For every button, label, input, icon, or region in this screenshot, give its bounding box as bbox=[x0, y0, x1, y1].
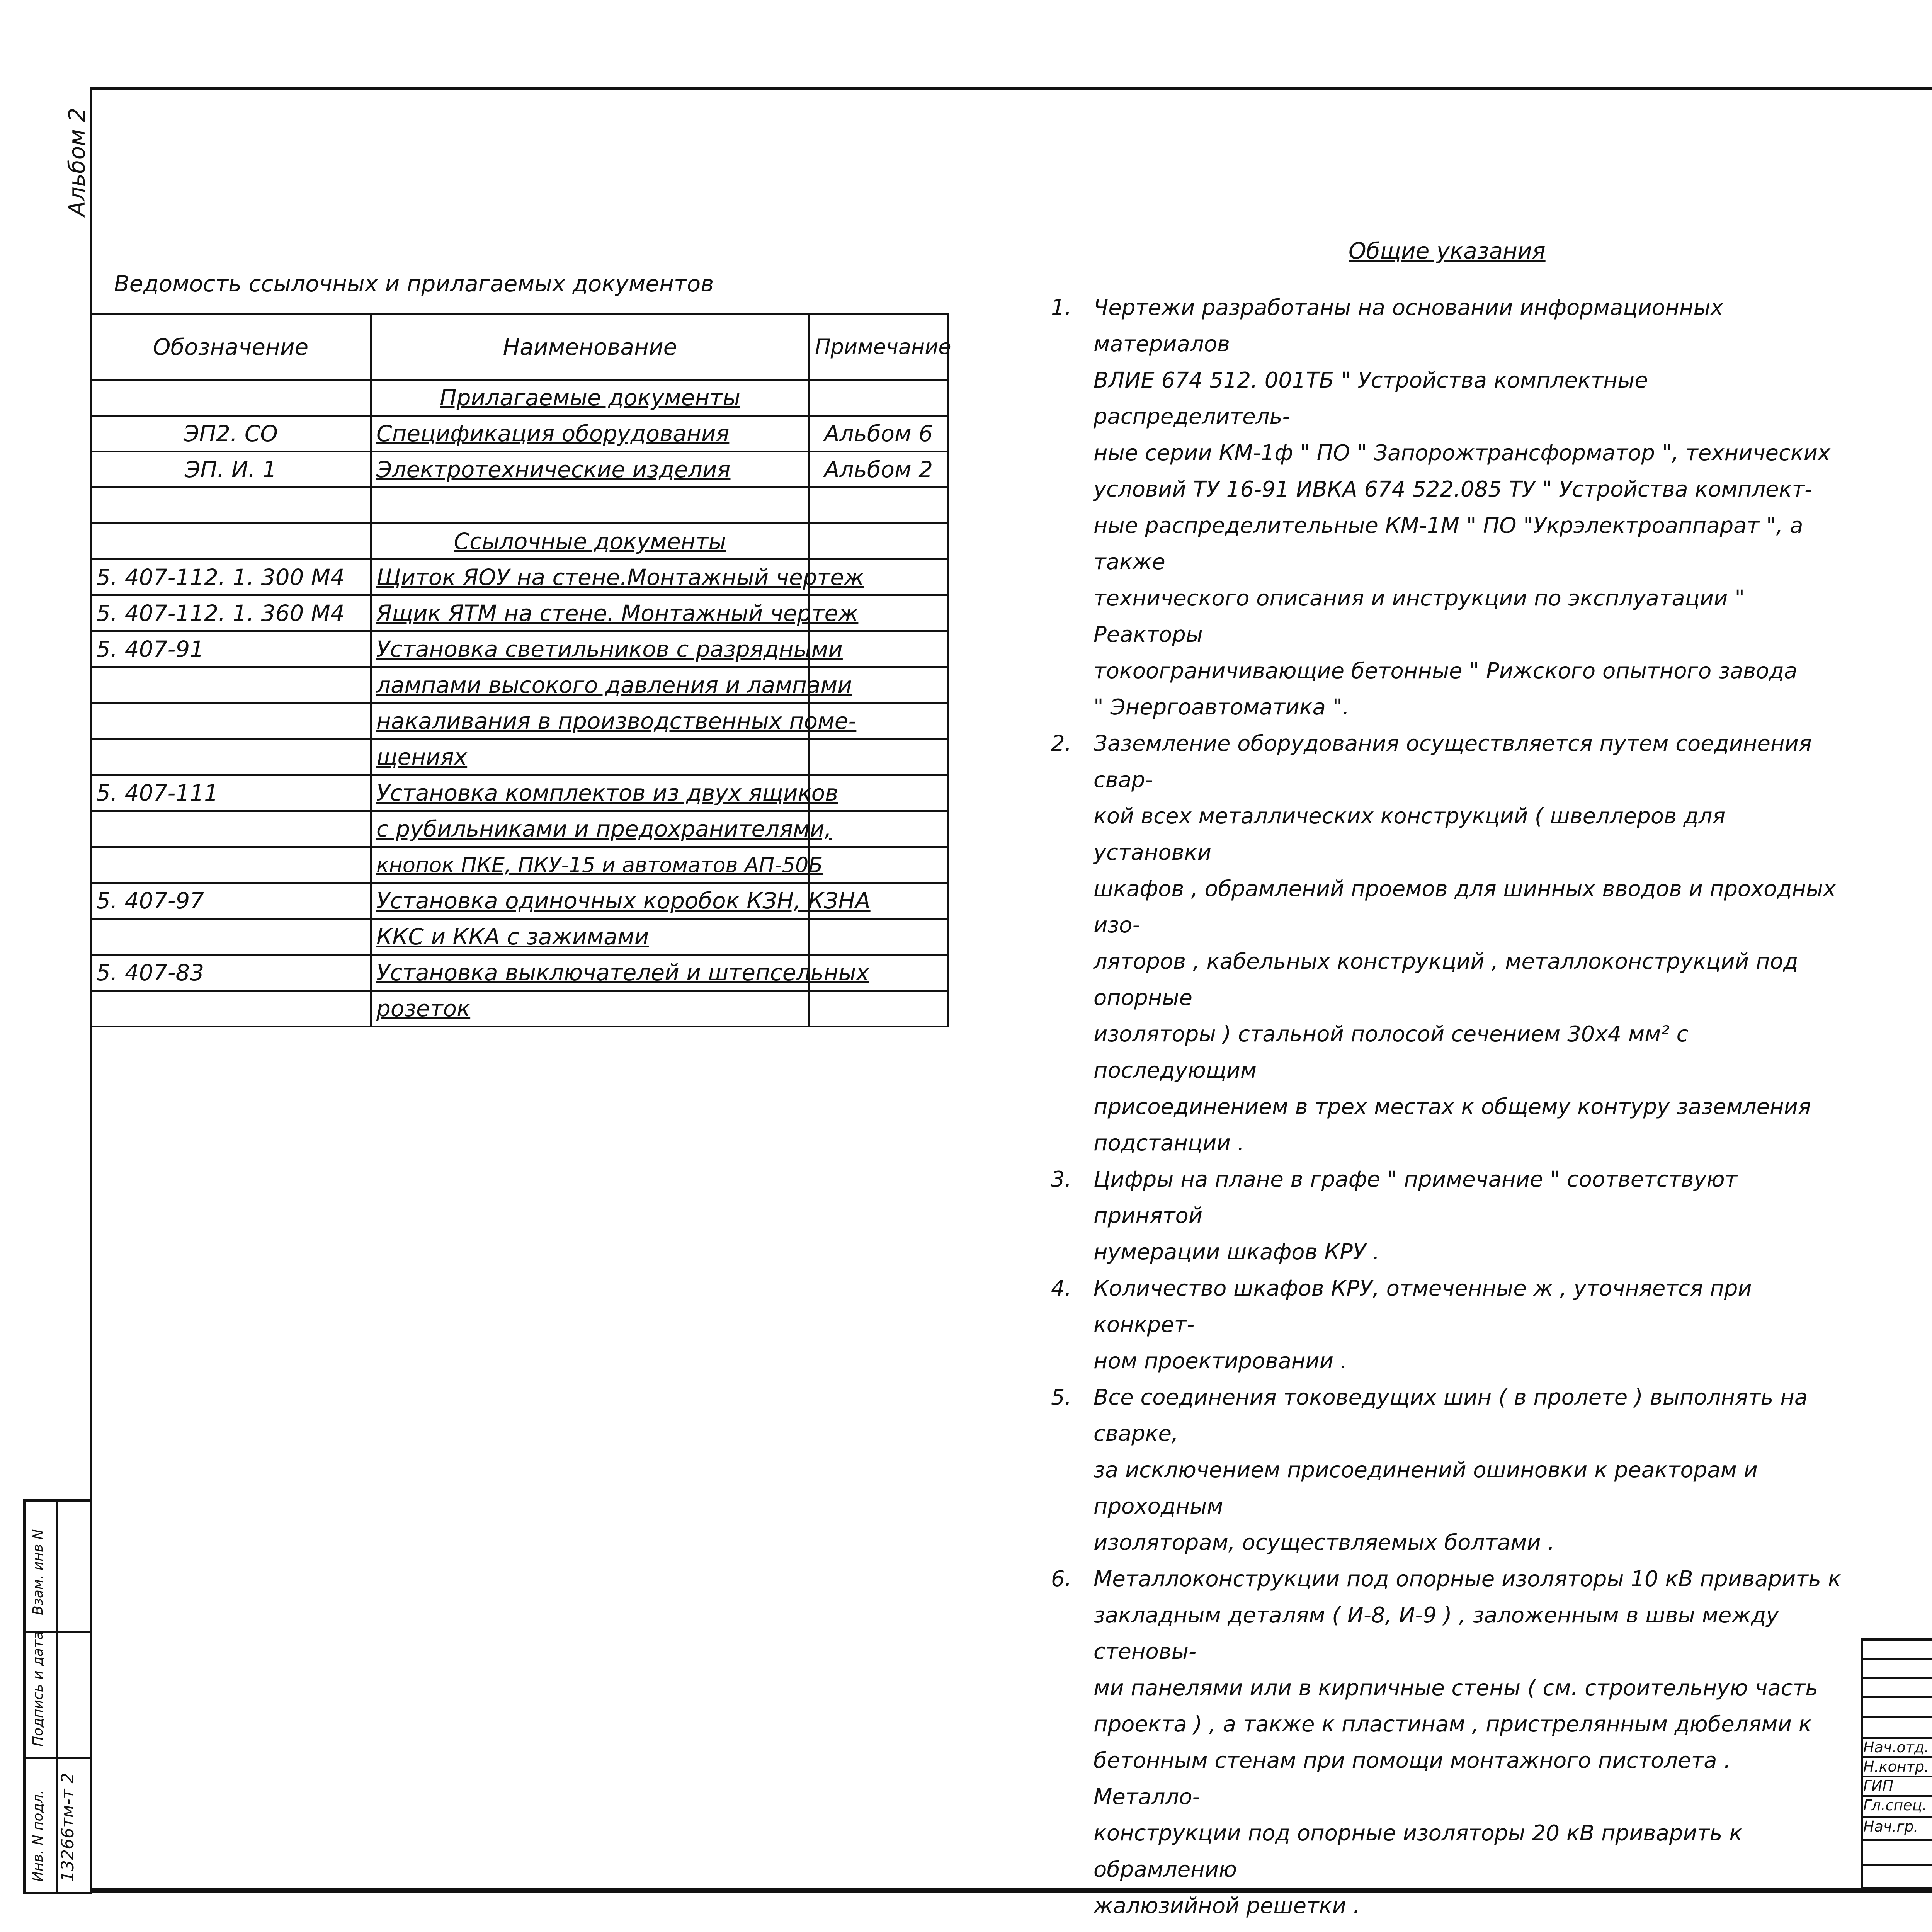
refs-header-name: Наименование bbox=[371, 314, 810, 380]
note-line: за исключением присоединений ошиновки к реакторам и проходным bbox=[1094, 1458, 1758, 1519]
stamp-inv-orig-value: 13266тм-т 2 bbox=[58, 1772, 78, 1882]
left-stamp-row bbox=[26, 1757, 92, 1759]
ref-note: Альбом 2 bbox=[810, 452, 948, 488]
note-line: Заземление оборудования осуществляется путем соединения свар- bbox=[1094, 731, 1812, 793]
table-row bbox=[91, 811, 948, 847]
ref-note bbox=[810, 919, 948, 955]
tb-row bbox=[1861, 1864, 1932, 1866]
ref-code bbox=[91, 847, 371, 883]
tb-row bbox=[1861, 1696, 1932, 1698]
note-line: технического описания и инструкции по эксплуатации " Реакторы bbox=[1094, 586, 1745, 647]
ref-code bbox=[91, 667, 371, 703]
note-line: ные серии КМ-1ф " ПО " Запорожтрансформатор ", технических bbox=[1094, 440, 1831, 466]
note-item bbox=[1051, 1162, 1843, 1270]
note-text bbox=[1094, 1379, 1843, 1561]
note-line: ные распределительные КМ-1М " ПО "Укрэлектроаппарат ", а также bbox=[1094, 513, 1803, 575]
note-item bbox=[1051, 1270, 1843, 1379]
note-line: ВЛИЕ 674 512. 001ТБ " Устройства комплектные распределитель- bbox=[1094, 368, 1648, 429]
ref-code bbox=[91, 811, 371, 847]
note-line: условий ТУ 16-91 ИВКА 674 522.085 ТУ " Устройства комплект- bbox=[1094, 477, 1813, 502]
note-line: проекта ) , а также к пластинам , пристрелянным дюбелями к bbox=[1094, 1712, 1812, 1737]
role-label: Гл.спец. bbox=[1863, 1797, 1927, 1814]
ref-name: Установка комплектов из двух ящиков bbox=[371, 775, 810, 811]
note-text bbox=[1094, 1162, 1843, 1270]
notes-list bbox=[1051, 290, 1843, 1924]
tb-row bbox=[1861, 1716, 1932, 1718]
ref-code: 5. 407-112. 1. 360 М4 bbox=[91, 595, 371, 631]
tb-row bbox=[1861, 1658, 1932, 1660]
refs-table bbox=[90, 313, 949, 1027]
refs-header-row bbox=[91, 314, 948, 380]
role-label: Нач.гр. bbox=[1863, 1818, 1918, 1835]
refs-section-attached: Прилагаемые документы bbox=[371, 380, 810, 416]
note-text bbox=[1094, 290, 1843, 726]
refs-header-note: Примечание bbox=[810, 314, 948, 380]
album-label: Альбом 2 bbox=[64, 107, 90, 216]
note-number: 1. bbox=[1051, 295, 1072, 320]
note-line: Чертежи разработаны на основании информационных материалов bbox=[1094, 295, 1723, 357]
table-row bbox=[91, 739, 948, 775]
ref-name: Установка выключателей и штепсельных bbox=[371, 955, 810, 991]
table-row bbox=[91, 631, 948, 667]
table-row bbox=[91, 775, 948, 811]
ref-name: Электротехнические изделия bbox=[371, 452, 810, 488]
table-row-empty bbox=[91, 488, 948, 524]
note-line: Все соединения токоведущих шин ( в пролете ) выполнять на сварке, bbox=[1094, 1385, 1808, 1446]
ref-note: Альбом 6 bbox=[810, 416, 948, 452]
note-line: ляторов , кабельных конструкций , металлоконструкций под опорные bbox=[1094, 949, 1798, 1010]
note-line: нумерации шкафов КРУ . bbox=[1094, 1240, 1380, 1265]
ref-name: Установка одиночных коробок КЗН, КЗНА bbox=[371, 883, 810, 919]
note-line: ном проектировании . bbox=[1094, 1349, 1347, 1374]
note-text bbox=[1094, 1270, 1843, 1379]
ref-code bbox=[91, 739, 371, 775]
note-number: 3. bbox=[1051, 1167, 1072, 1192]
refs-section-row bbox=[91, 524, 948, 560]
ref-code bbox=[91, 991, 371, 1027]
ref-name: щениях bbox=[371, 739, 810, 775]
note-line: Цифры на плане в графе " примечание " соответствуют принятой bbox=[1094, 1167, 1738, 1228]
note-line: изоляторы ) стальной полосой сечением 30х4 мм² с последующим bbox=[1094, 1022, 1689, 1083]
table-row bbox=[91, 560, 948, 595]
note-line: " Энергоавтоматика ". bbox=[1094, 695, 1350, 720]
tb-row bbox=[1861, 1839, 1932, 1841]
ref-name: с рубильниками и предохранителями, bbox=[371, 811, 810, 847]
note-text bbox=[1094, 726, 1843, 1162]
ref-note bbox=[810, 991, 948, 1027]
ref-code: ЭП. И. 1 bbox=[91, 452, 371, 488]
note-line: токоограничивающие бетонные " Рижского опытного завода bbox=[1094, 658, 1798, 684]
table-row bbox=[91, 667, 948, 703]
refs-header-code: Обозначение bbox=[91, 314, 371, 380]
ref-name: розеток bbox=[371, 991, 810, 1027]
ref-name: Щиток ЯОУ на стене.Монтажный чертеж bbox=[371, 560, 810, 595]
note-line: конструкции под опорные изоляторы 20 кВ приварить к обрамлению bbox=[1094, 1821, 1743, 1882]
note-number: 4. bbox=[1051, 1276, 1072, 1301]
table-row bbox=[91, 991, 948, 1027]
ref-code: ЭП2. СО bbox=[91, 416, 371, 452]
table-row bbox=[91, 416, 948, 452]
ref-name: Установка светильников с разрядными bbox=[371, 631, 810, 667]
ref-name: Ящик ЯТМ на стене. Монтажный чертеж bbox=[371, 595, 810, 631]
ref-code: 5. 407-97 bbox=[91, 883, 371, 919]
ref-name: накаливания в производственных поме- bbox=[371, 703, 810, 739]
note-line: Количество шкафов КРУ, отмеченные ж , уточняется при конкрет- bbox=[1094, 1276, 1752, 1337]
note-line: шкафов , обрамлений проемов для шинных вводов и проходных изо- bbox=[1094, 876, 1836, 938]
stamp-sign-date-label: Подпись и дата bbox=[30, 1631, 46, 1747]
note-item bbox=[1051, 726, 1843, 1162]
note-line: подстанции . bbox=[1094, 1131, 1245, 1156]
note-line: жалюзийной решетки . bbox=[1094, 1893, 1360, 1918]
role-label: ГИП bbox=[1863, 1777, 1894, 1794]
note-item bbox=[1051, 1379, 1843, 1561]
table-row bbox=[91, 847, 948, 883]
ref-name: лампами высокого давления и лампами bbox=[371, 667, 810, 703]
note-line: кой всех металлических конструкций ( швеллеров для установки bbox=[1094, 804, 1726, 865]
role-label: Н.контр. bbox=[1863, 1758, 1929, 1775]
ref-code bbox=[91, 919, 371, 955]
note-number: 2. bbox=[1051, 731, 1072, 756]
note-item bbox=[1051, 290, 1843, 726]
table-row bbox=[91, 919, 948, 955]
table-row bbox=[91, 703, 948, 739]
note-line: Металлоконструкции под опорные изоляторы 10 кВ приварить к bbox=[1094, 1566, 1841, 1592]
tb-row bbox=[1861, 1677, 1932, 1679]
notes-title: Общие указания bbox=[1349, 238, 1546, 264]
refs-title: Ведомость ссылочных и прилагаемых документов bbox=[114, 270, 714, 297]
note-line: изоляторам, осуществляемых болтами . bbox=[1094, 1530, 1555, 1555]
table-row bbox=[91, 595, 948, 631]
ref-code: 5. 407-91 bbox=[91, 631, 371, 667]
ref-code: 5. 407-112. 1. 300 М4 bbox=[91, 560, 371, 595]
table-row bbox=[91, 883, 948, 919]
stamp-inv-sub-label: Взам. инв N bbox=[30, 1529, 46, 1615]
table-row bbox=[91, 955, 948, 991]
note-line: присоединением в трех местах к общему контуру заземления bbox=[1094, 1094, 1811, 1119]
note-number: 6. bbox=[1051, 1566, 1072, 1592]
refs-section-linked: Ссылочные документы bbox=[371, 524, 810, 560]
ref-code bbox=[91, 703, 371, 739]
note-line: бетонным стенам при помощи монтажного пистолета . Металло- bbox=[1094, 1748, 1731, 1810]
refs-section-row bbox=[91, 380, 948, 416]
ref-code: 5. 407-83 bbox=[91, 955, 371, 991]
ref-code: 5. 407-111 bbox=[91, 775, 371, 811]
note-number: 5. bbox=[1051, 1385, 1072, 1410]
table-row bbox=[91, 452, 948, 488]
note-text bbox=[1094, 1561, 1843, 1924]
ref-name: Спецификация оборудования bbox=[371, 416, 810, 452]
note-line: ми панелями или в кирпичные стены ( см. строительную часть bbox=[1094, 1675, 1818, 1701]
note-item bbox=[1051, 1561, 1843, 1924]
ref-name: кнопок ПКЕ, ПКУ-15 и автоматов АП-50Б bbox=[371, 847, 810, 883]
note-line: закладным деталям ( И-8, И-9 ) , заложенным в швы между стеновы- bbox=[1094, 1603, 1779, 1664]
ref-name: ККС и ККА с зажимами bbox=[371, 919, 810, 955]
role-label: Нач.отд. bbox=[1863, 1739, 1929, 1756]
ref-note bbox=[810, 847, 948, 883]
stamp-inv-orig-label: Инв. N подл. bbox=[30, 1790, 46, 1882]
ref-note bbox=[810, 739, 948, 775]
